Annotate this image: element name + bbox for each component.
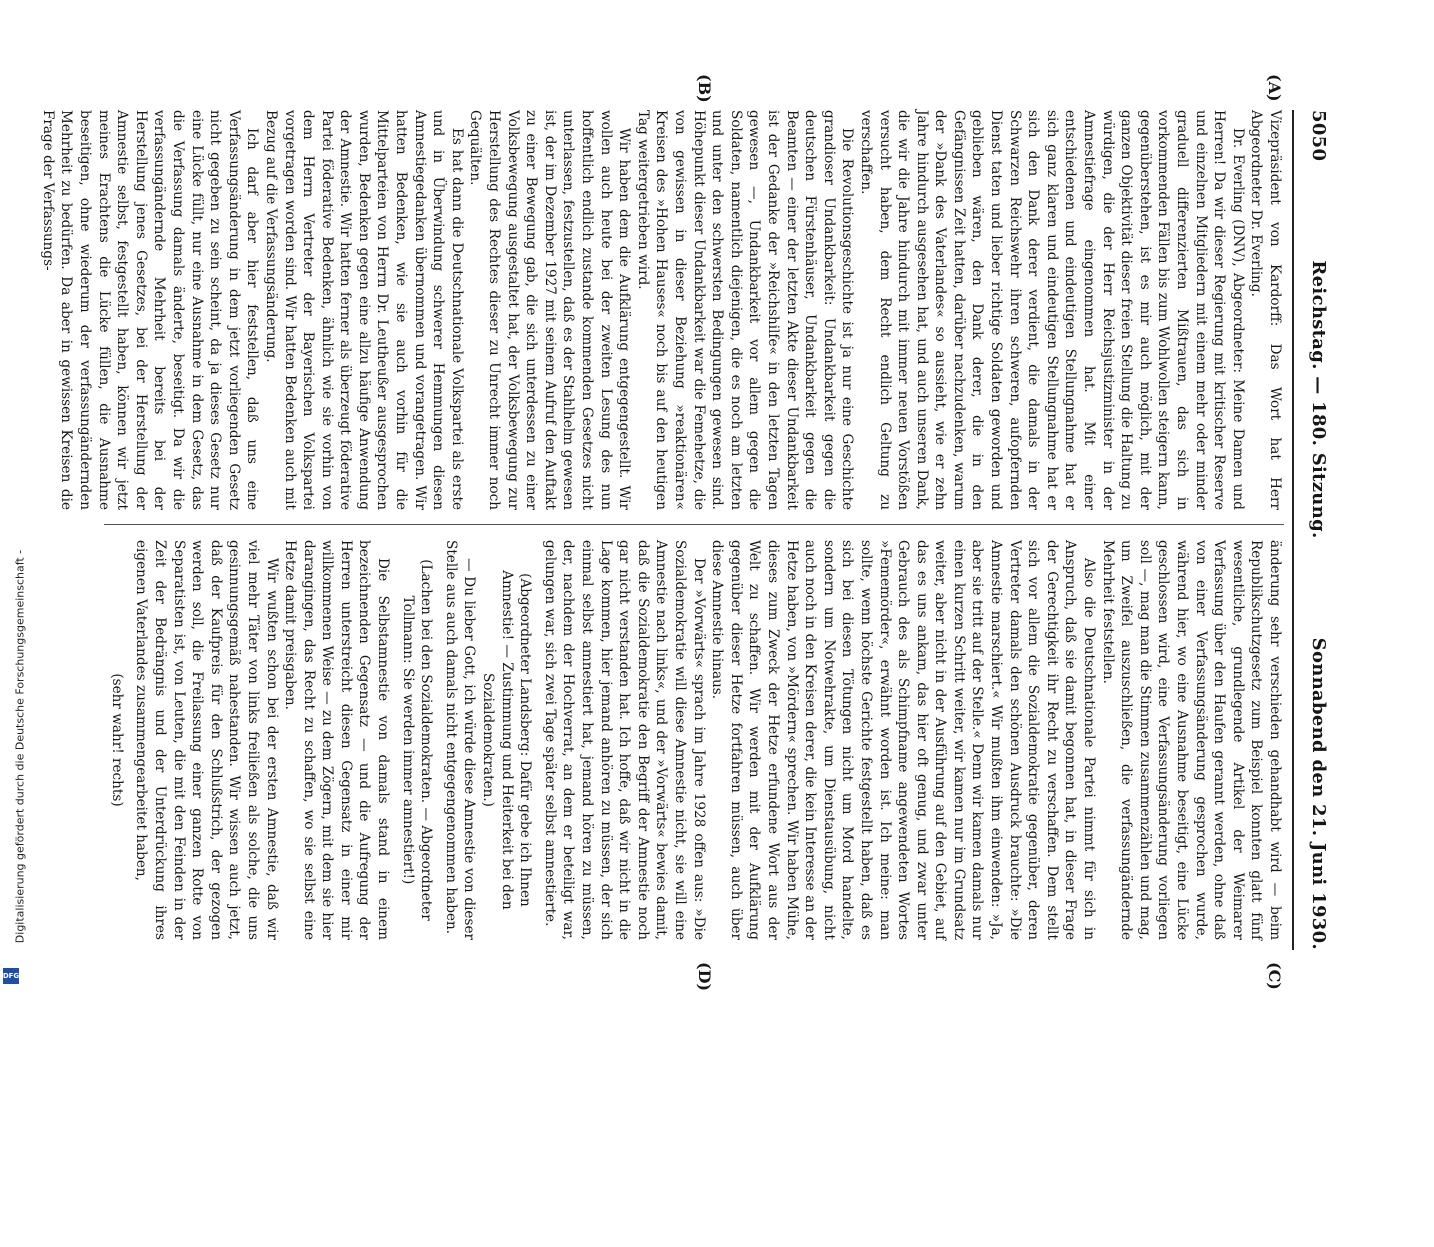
margin-marker-b: (B) bbox=[695, 74, 714, 103]
right-column-paragraph: Der »Vorwärts« sprach im Jahre 1928 offen aus: »Die Sozialdemokratie will diese Amnestie nicht, sie will eine Amnestie nach links«, und der »Vorwärts« bewies damit, daß die Sozialdemokratie den Begriff der Amnestie noch gar nicht verstanden hat. Ich hoffe, daß wir nicht in die Lage kommen, hier jemand anhören zu müssen, der sich einmal selbst amnestiert hat, jemand hören zu müssen, der, nachdem der Hochverrat, an dem er beteiligt war, gelungen war, sich zwei Tage später selbst amnestierte. bbox=[541, 540, 707, 940]
margin-marker-d: (D) bbox=[695, 962, 714, 992]
left-column-paragraph: Vizepräsident von Kardorff: Das Wort hat Herr Abgeordneter Dr. Everling. bbox=[1248, 110, 1283, 510]
right-column-paragraph: Wir wußten schon bei der ersten Amnestie, daß wir viel mehr Täter von links freiließen als solche, die uns gesinnungsgemäß nahestanden. Wir wissen auch jetzt, daß der Kaufpreis für den Schlußstrich, der gezogen werden soll, die Freilassung einer ganzen Rotte von Separatisten ist, von Leuten, die mit den Feinden in der Zeit der Bedrängnis und der Unterdrückung ihres eigenen Vaterlandes zusammengearbeitet haben, bbox=[133, 540, 280, 940]
credit-text: Digitalisierung gefördert durch die Deutsche Forschungsgemeinschaft - bbox=[13, 549, 27, 944]
right-column-paragraph: änderung sehr verschieden gehandhabt wird — beim Republikschutzgesetz zum Beispiel konnten glatt fünf wesentliche, grundlegende Artikel der Weimarer Verfassung über den Haufen gerannt werden, ohne daß von einer Verfassungsänderung gesprochen wurde, während hier, wo eine Ausnahme beseitigt, eine Lücke geschlossen wird, eine Verfassungsänderung vorliegen soll —, mag man die Stimmen zusammenzählen und mag, um Zweifel auszuschließen, die verfassungändernde Mehrheit feststellen. bbox=[1099, 540, 1283, 940]
left-column-paragraph: Ich darf aber hier feststellen, daß uns eine Verfassungsänderung in dem jetzt vorliegenden Gesetz nicht gegeben zu sein scheint, da ja dieses Gesetz nur eine Lücke füllt, nur eine Ausnahme in dem Gesetz, das die Verfassung damals änderte, beseitigt. Da wir die verfassungändernde Mehrheit bereits bei der Herstellung jenes Gesetzes, bei der Herstellung der Amnestie selbst, festgestellt haben, können wir jetzt meines Erachtens die Lücke füllen, die Ausnahme beseitigen, ohne wiederum der verfassungändernden Mehrheit zu bedürfen. Da aber in gewissen Kreisen die Frage der Verfassungs- bbox=[39, 110, 261, 510]
page-number: 5050 bbox=[1308, 110, 1330, 162]
right-column-paragraph: (sehr wahr! rechts) bbox=[108, 673, 125, 807]
margin-marker-c: (C) bbox=[1265, 962, 1284, 990]
right-column-paragraph: — Du lieber Gott, ich würde diese Amnestie von dieser Stelle aus auch damals nicht entgegengenommen haben. bbox=[442, 540, 478, 940]
page-header bbox=[1299, 110, 1339, 950]
left-column-paragraph: Dr. Everling (DNV), Abgeordneter: Meine Damen und Herren! Da wir dieser Regierung mit kritischer Reserve und einzelnen Mitgliedern mit einem mehr oder minder graduell differenzierten Mißtrauen, das sich in vorkommenden Fällen bis zum Wohlwollen steigern kann, gegenüberstehen, ist es mir auch möglich, mit der ganzen Objektivität dieser freien Stellung die Haltung zu würdigen, die der Herr Reichsjustizminister in der Amnestiefrage eingenommen hat. Mit einer entschiedenen und eindeutigen Stellungnahme hat er sich ganz klaren und eindeutigen Stellungnahme hat er sich den Dank derer verdient, die damals in der Schwarzen Reichswehr ihren schweren, aufopfernden Dienst taten und lieber richtige Soldaten geworden und geblieben wären, den Dank derer, die in den Gefängnissen Zeit hatten, darüber nachzudenken, warum der »Dank des Vaterlandes« so aussieht, wie er zehn Jahre hindurch ausgesehen hat, und auch unseren Dank, die wir die Jahre hindurch mit immer neuen Vorstößen versucht haben, dem Recht endlich Geltung zu verschaffen. bbox=[857, 110, 1246, 510]
session-date: Sonnabend den 21. Juni 1930. bbox=[1308, 637, 1330, 950]
left-column bbox=[39, 110, 1284, 510]
right-column-paragraph: Die Selbstamnestie von damals stand in einem bezeichnenden Gegensatz — und die Aufregung der Herren unterstreicht diesen Gegensatz in einer mir willkommenen Weise — zu dem Zögern, mit dem sie hier darangingen, das Recht zu schaffen, wo sie selbst eine Hetze damit preisgaben. bbox=[282, 540, 392, 940]
left-column-paragraph: Die Revolutionsgeschichte ist ja nur eine Geschichte grandioser Undankbarkeit: Undankbarkeit gegen die deutschen Fürstenhäuser, Undankbarkeit gegen die Beamten — einer der letzten Akte dieser Undankbarkeit ist der Gedanke der »Reichshilfe« in den letzten Tagen gewesen —, Undankbarkeit vor allem gegen die Soldaten, namentlich diejenigen, die es noch am letzten und unter den schwersten Bedingungen gewesen sind. Höhepunkt dieser Undankbarkeit war die Femehetze, die von gewissen in dieser Beziehung »reaktionären« Kreisen des »Hohen Hauses« noch bis auf den heutigen Tag weitergetrieben wird. bbox=[634, 110, 856, 510]
column-divider bbox=[104, 524, 1284, 525]
right-column bbox=[104, 540, 1284, 940]
left-column-paragraph: Es hat dann die Deutschnationale Volkspartei als erste und in Überwindung schwerer Hemmungen diesen Amnestiegedanken übernommen und vorangetragen. Wir hatten Bedenken, wie sie auch vorhin für die Mittelparteien von Herrn Dr. Leutheußer ausgesprochen wurden, Bedenken gegen eine allzu häufige Anwendung der Amnestie. Wir hatten ferner als überzeugt föderative Partei föderative Bedenken, ähnlich wie sie vorhin von dem Herrn Vertreter der Bayerischen Volkspartei vorgetragen worden sind. Wir hatten Bedenken auch mit Bezug auf die Verfassungsänderung. bbox=[262, 110, 465, 510]
left-column-paragraph: Wir haben dem die Aufklärung entgegengestellt. Wir wollen auch heute bei der zweiten Lesung des nun hoffentlich endlich zustande kommenden Gesetzes nicht unterlassen, festzustellen, daß es der Stahlhelm gewesen ist, der im Dezember 1927 mit seinem Aufruf den Auftakt zu einer Bewegung gab, die sich unterdessen zu einer Volksbewegung ausgestaltet hat, der Volksbewegung zur Herstellung des Rechtes dieser zu Unrecht immer noch Gequälten. bbox=[467, 110, 633, 510]
session-title: Reichstag. — 180. Sitzung. bbox=[1308, 260, 1330, 539]
right-column-paragraph: Also die Deutschnationale Partei nimmt für sich in Anspruch, daß sie damit begonnen hat, in dieser Frage der Gerechtigkeit ihr Recht zu verschaffen. Dem stellt sich vor allem die Sozialdemokratie gegenüber, deren Vertreter damals den schönen Ausdruck brauchte: »Die Amnestie marschiert.« Wir mußten ihm einwenden: »Ja, aber sie tritt auf der Stelle.« Denn wir kamen damals nur einen kurzen Schritt weiter, wir kamen nur im Grundsatz weiter, aber nicht in der Ausführung auf den Gebiet, auf das es uns ankam, das hier oft genug, und zwar unter Gebrauch des als Schimpfname angewendeten Wortes »Fememörder«, erwähnt worden ist. Ich meine: man sollte, wenn höchste Gerichte festgestellt haben, daß es sich bei diesen Tötungen nicht um Mord handelte, sondern um Notwehrakte, um Dienstausübung, nicht auch noch in den Kreisen derer, die kein Interesse an der Hetze haben, von »Mördern« sprechen. Wir haben Mühe, dieses zum Zweck der Hetze erfundene Wort aus der Welt zu schaffen. Wir werden mit der Aufklärung gegenüber dieser Hetze fortfahren müssen, auch über diese Amnestie hinaus. bbox=[709, 540, 1098, 940]
right-column-paragraph: (Lachen bei den Sozialdemokraten. — Abgeordneter Tollmann: Sie werden immer amnestiert!) bbox=[399, 559, 435, 921]
header-rule bbox=[1292, 110, 1294, 950]
margin-marker-a: (A) bbox=[1265, 74, 1284, 102]
dfg-logo: DFG bbox=[3, 968, 19, 984]
right-column-paragraph: (Abgeordneter Landsberg: Dafür gebe ich Ihnen Amnestie! — Zustimmung und Heiterkeit bei den Sozialdemokraten.) bbox=[480, 570, 534, 910]
